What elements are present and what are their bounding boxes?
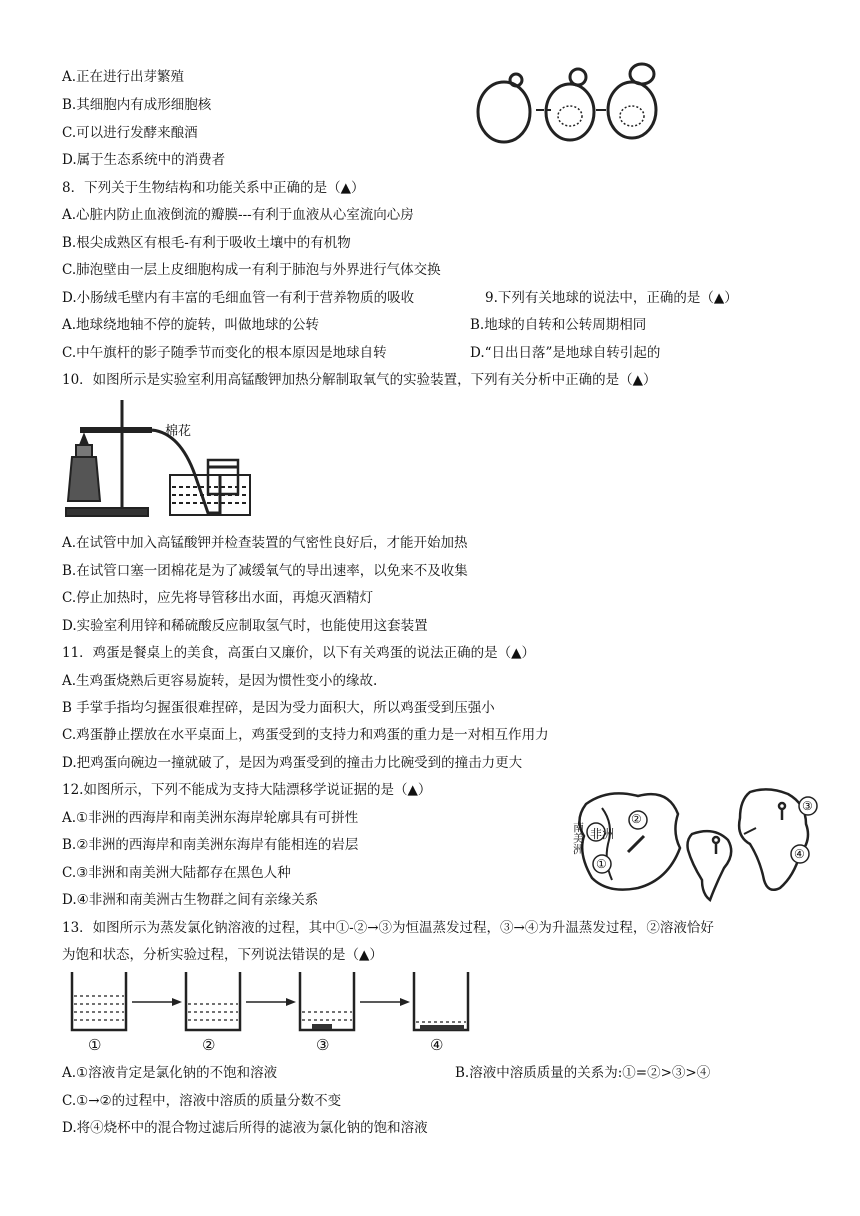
q7-option-c: C.可以进行发酵来酿酒 — [62, 125, 198, 141]
q7-option-b: B.其细胞内有成形细胞核 — [62, 97, 212, 113]
q8-option-d: D.小肠绒毛壁内有丰富的毛细血管一有利于营养物质的吸收 — [62, 290, 415, 306]
q10-option-a: A.在试管中加入高锰酸钾并检查装置的气密性良好后，才能开始加热 — [62, 535, 468, 551]
q11-option-c: C.鸡蛋静止摆放在水平桌面上，鸡蛋受到的支持力和鸡蛋的重力是一对相互作用力 — [62, 727, 549, 743]
q13-stem-line1: 13．如图所示为蒸发氯化钠溶液的过程，其中①-②→③为恒温蒸发过程，③→④为升温蒸发过程，②溶液恰好 — [62, 920, 714, 936]
q10-stem: 10．如图所示是实验室利用高锰酸钾加热分解制取氧气的实验装置，下列有关分析中正确的是（▲） — [62, 372, 657, 388]
q12-option-a: A.①非洲的西海岸和南美洲东海岸轮廓具有可拼性 — [62, 810, 359, 826]
q12-stem: 12.如图所示，下列不能成为支持大陆漂移学说证据的是（▲） — [62, 782, 432, 798]
q10-option-c: C.停止加热时，应先将导管移出水面，再熄灭酒精灯 — [62, 590, 374, 606]
q10-option-b: B.在试管口塞一团棉花是为了减缓氧气的导出速率，以免来不及收集 — [62, 563, 468, 579]
q11-option-d: D.把鸡蛋向碗边一撞就破了，是因为鸡蛋受到的撞击力比碗受到的撞击力更大 — [62, 755, 523, 771]
q13-stem-line2: 为饱和状态，分析实验过程，下列说法错误的是（▲） — [62, 947, 383, 963]
q12-option-d: D.④非洲和南美洲古生物群之间有亲缘关系 — [62, 892, 319, 908]
q13-option-c: C.①→②的过程中，溶液中溶质的质量分数不变 — [62, 1093, 342, 1109]
evaporation-beakers-figure — [64, 966, 484, 1056]
africa-label: 非洲 — [590, 827, 615, 841]
marker-4: ④ — [794, 847, 805, 861]
q9-option-a: A.地球绕地轴不停的旋转，叫做地球的公转 — [62, 317, 320, 333]
q11-option-a: A.生鸡蛋烧熟后更容易旋转，是因为惯性变小的缘故. — [62, 673, 378, 689]
south-america-label: 南美洲 — [573, 821, 584, 856]
q10-option-d: D.实验室利用锌和稀硫酸反应制取氢气时，也能使用这套装置 — [62, 618, 428, 634]
beaker-label-3: ③ — [316, 1036, 330, 1054]
q9-option-b: B.地球的自转和公转周期相同 — [470, 317, 647, 333]
marker-3: ③ — [802, 799, 813, 813]
q13-option-b: B.溶液中溶质质量的关系为:①=②>③>④ — [455, 1065, 711, 1081]
yeast-budding-figure — [472, 60, 672, 148]
q12-option-b: B.②非洲的西海岸和南美洲东海岸有能相连的岩层 — [62, 837, 359, 853]
q13-option-d: D.将④烧杯中的混合物过滤后所得的滤液为氯化钠的饱和溶液 — [62, 1120, 428, 1136]
beaker-label-4: ④ — [430, 1036, 444, 1054]
marker-1: ① — [596, 857, 607, 871]
q9-option-c: C.中午旗杆的影子随季节而变化的根本原因是地球自转 — [62, 345, 387, 361]
q9-option-d: D.“日出日落”是地球自转引起的 — [470, 345, 661, 361]
q9-stem: 9.下列有关地球的说法中，正确的是（▲） — [485, 290, 738, 306]
q8-option-b: B.根尖成熟区有根毛-有利于吸收土壤中的有机物 — [62, 235, 351, 251]
q11-option-b: B 手掌手指均匀握蛋很难捏碎，是因为受力面积大，所以鸡蛋受到压强小 — [62, 700, 495, 716]
q7-option-a: A.正在进行出芽繁殖 — [62, 69, 185, 85]
q12-option-c: C.③非洲和南美洲大陆都存在黑色人种 — [62, 865, 291, 881]
beaker-label-1: ① — [88, 1036, 102, 1054]
oxygen-apparatus-figure — [60, 395, 270, 523]
q7-option-d: D.属于生态系统中的消费者 — [62, 152, 226, 168]
q8-stem: 8．下列关于生物结构和功能关系中正确的是（▲） — [62, 180, 365, 196]
beaker-label-2: ② — [202, 1036, 216, 1054]
q8-option-a: A.心脏内防止血液倒流的瓣膜---有利于血液从心室流向心房 — [62, 207, 414, 223]
q8-option-c: C.肺泡壁由一层上皮细胞构成一有利于肺泡与外界进行气体交换 — [62, 262, 441, 278]
q13-option-a: A.①溶液肯定是氯化钠的不饱和溶液 — [62, 1065, 278, 1081]
cotton-label: 棉花 — [165, 424, 192, 439]
marker-2: ② — [631, 812, 642, 826]
q11-stem: 11．鸡蛋是餐桌上的美食，高蛋白又廉价，以下有关鸡蛋的说法正确的是（▲） — [62, 645, 536, 661]
continental-drift-figure — [568, 784, 828, 904]
